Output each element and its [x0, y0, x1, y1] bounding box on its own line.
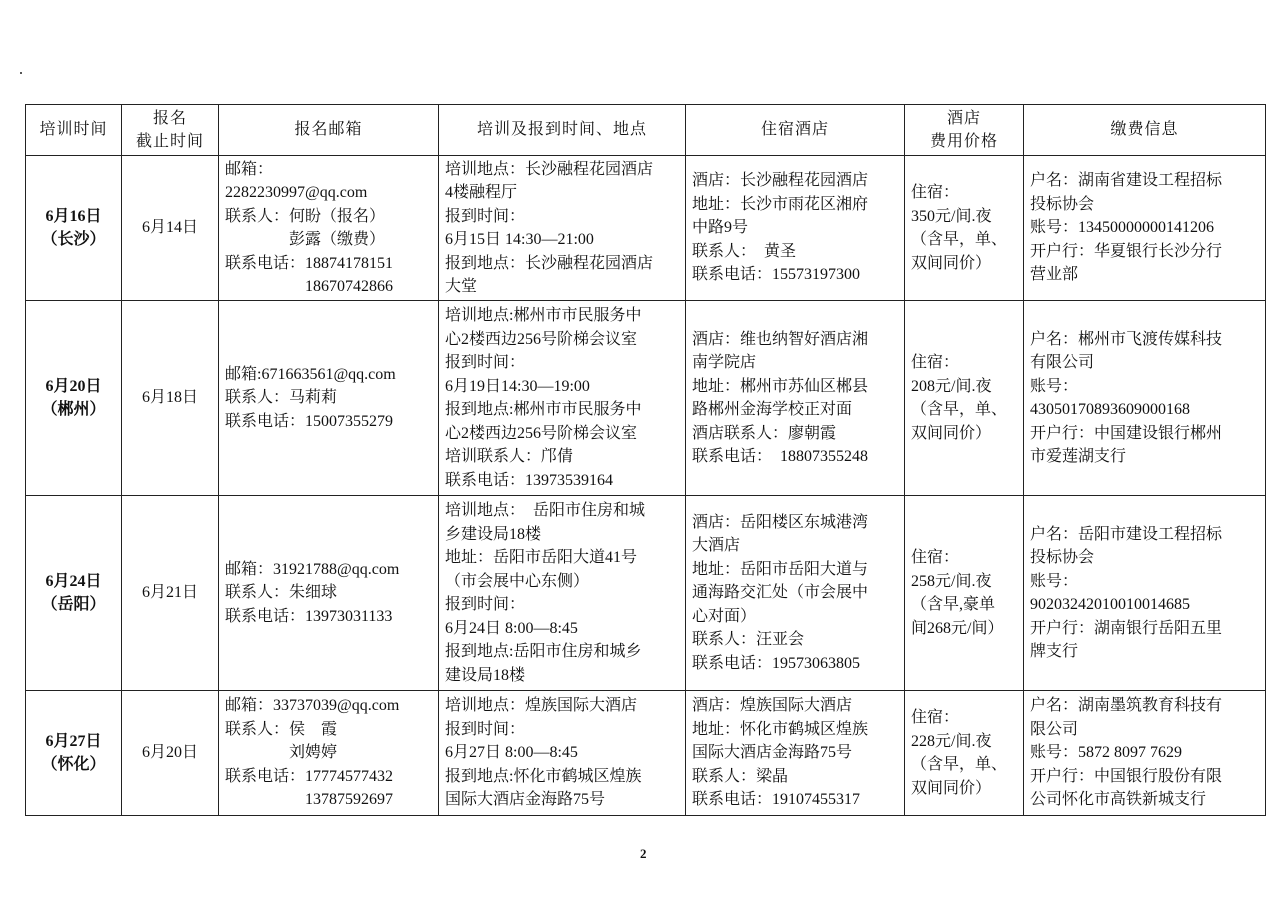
cell-line: 2282230997@qq.com — [225, 184, 368, 201]
cell-line: 208元/间.夜 — [911, 377, 992, 395]
cell-line: 报到时间： — [445, 354, 526, 371]
cell-line: 心2楼西边256号阶梯会议室 — [445, 330, 638, 348]
cell-line: 联系电话：17774577432 — [225, 767, 394, 785]
cell-line: （怀化） — [41, 756, 106, 773]
cell-line: 账号： — [1030, 572, 1079, 590]
cell-line: 大酒店 — [692, 537, 741, 555]
cell-line: 联系人：梁晶 — [692, 767, 789, 785]
cell-line: 邮箱：31921788@qq.com — [225, 560, 400, 578]
cell-line: 6月24日 — [45, 572, 102, 590]
cell-line: 350元/间.夜 — [911, 207, 992, 225]
cell-line: （长沙） — [41, 231, 106, 248]
cell-line: 培训地点：煌族国际大酒店 — [445, 697, 638, 715]
cell-line: 彭露（缴费） — [225, 231, 386, 248]
cell-training-place — [439, 691, 686, 816]
cell-line: 6月20日 — [45, 377, 102, 395]
cell-line: 联系电话：19573063805 — [692, 654, 861, 672]
cell-line: 建设局18楼 — [445, 666, 526, 684]
cell-line: 邮箱:671663561@qq.com — [225, 365, 396, 383]
header-price — [905, 105, 1024, 156]
cell-line: 投标协会 — [1030, 195, 1095, 213]
header-deadline — [122, 105, 219, 156]
cell-deadline — [122, 496, 219, 691]
cell-line: 账号： — [1030, 377, 1079, 395]
cell-line: 报到时间： — [445, 207, 526, 225]
cell-line: （含早,豪单 — [911, 596, 996, 613]
cell-line: 联系电话：13973031133 — [225, 607, 393, 625]
cell-line: 通海路交汇处（市会展中 — [692, 584, 869, 602]
cell-line: 联系电话： 18807355248 — [692, 448, 869, 465]
cell-line: 户名：湖南墨筑教育科技有 — [1030, 697, 1223, 715]
cell-line: 地址：郴州市苏仙区郴县 — [692, 377, 869, 395]
cell-line: 账号：13450000000141206 — [1030, 219, 1215, 237]
cell-line: 心对面） — [692, 607, 757, 625]
cell-line: 培训地点： 岳阳市住房和城 — [445, 502, 646, 519]
cell-deadline — [122, 301, 219, 496]
cell-line: 市爱莲湖支行 — [1030, 448, 1127, 465]
cell-line: 6月21日 — [141, 584, 198, 602]
cell-line: 酒店：维也纳智好酒店湘 — [692, 330, 869, 348]
cell-line: 6月16日 — [45, 207, 102, 225]
cell-line: 限公司 — [1030, 720, 1079, 738]
cell-line: 户名：岳阳市建设工程招标 — [1030, 525, 1223, 543]
cell-training-place — [439, 156, 686, 301]
cell-line: 联系人：侯 霞 — [225, 720, 338, 738]
cell-line: 联系人：何盼（报名） — [225, 207, 386, 225]
cell-line: 6月27日 8:00—8:45 — [445, 744, 578, 762]
cell-hotel — [686, 301, 905, 496]
cell-line: 6月18日 — [141, 389, 198, 407]
cell-hotel — [686, 691, 905, 816]
cell-line: 有限公司 — [1030, 354, 1095, 371]
cell-email — [219, 496, 439, 691]
cell-hotel — [686, 156, 905, 301]
cell-line: 酒店：煌族国际大酒店 — [692, 697, 853, 715]
cell-line: 住宿： — [911, 354, 960, 371]
cell-line: 联系人：马莉莉 — [225, 389, 338, 407]
cell-price — [905, 691, 1024, 816]
cell-line: （含早，单、 — [911, 231, 1008, 248]
cell-line: 6月20日 — [141, 744, 198, 762]
cell-training-place — [439, 301, 686, 496]
cell-line: 培训地点:郴州市市民服务中 — [445, 307, 642, 324]
cell-line: 开户行：华夏银行长沙分行 — [1030, 242, 1223, 260]
cell-line: 联系人：朱细球 — [225, 584, 338, 602]
header-training-date: 培训时间 — [26, 105, 122, 156]
cell-line: 90203242010010014685 — [1030, 596, 1190, 613]
header-email: 报名邮箱 — [219, 105, 439, 156]
cell-line: 营业部 — [1030, 266, 1079, 284]
cell-line: 4楼融程厅 — [445, 184, 518, 201]
cell-line: 6月19日14:30—19:00 — [445, 377, 590, 395]
page-number: 2 — [640, 846, 647, 861]
cell-training-date — [26, 156, 122, 301]
cell-line: 地址：岳阳市岳阳大道与 — [692, 560, 869, 578]
cell-line: 6月27日 — [45, 732, 102, 750]
cell-line: 国际大酒店金海路75号 — [445, 791, 606, 809]
cell-line: 开户行：中国银行股份有限 — [1030, 767, 1223, 785]
table-row — [26, 301, 1266, 496]
cell-training-place — [439, 496, 686, 691]
table-row — [26, 691, 1266, 816]
cell-line: 开户行：湖南银行岳阳五里 — [1030, 619, 1223, 637]
header-line: 费用价格 — [929, 133, 998, 150]
cell-line: 报到地点：长沙融程花园酒店 — [445, 254, 654, 272]
cell-payment — [1024, 156, 1266, 301]
cell-line: 乡建设局18楼 — [445, 525, 542, 543]
cell-price — [905, 156, 1024, 301]
cell-line: 户名：郴州市飞渡传媒科技 — [1030, 330, 1223, 348]
table-header-row — [26, 105, 1266, 156]
cell-email — [219, 691, 439, 816]
cell-line: 心2楼西边256号阶梯会议室 — [445, 424, 638, 442]
table-row — [26, 156, 1266, 301]
cell-line: 投标协会 — [1030, 549, 1095, 566]
cell-line: （含早，单、 — [911, 756, 1008, 773]
cell-line: 住宿： — [911, 549, 960, 566]
cell-line: 13787592697 — [225, 791, 394, 809]
cell-line: 6月14日 — [141, 219, 198, 237]
header-line: 截止时间 — [135, 133, 204, 150]
cell-line: （含早，单、 — [911, 401, 1008, 418]
cell-line: 中路9号 — [692, 219, 749, 237]
cell-line: 地址：怀化市鹤城区煌族 — [692, 720, 869, 738]
cell-price — [905, 301, 1024, 496]
cell-line: 培训地点：长沙融程花园酒店 — [445, 160, 654, 178]
cell-line: 酒店联系人：廖朝霞 — [692, 424, 837, 442]
cell-line: 联系电话：18874178151 — [225, 254, 394, 272]
cell-line: 路郴州金海学校正对面 — [692, 401, 853, 418]
cell-line: 地址：长沙市雨花区湘府 — [692, 195, 869, 213]
cell-email — [219, 156, 439, 301]
cell-price — [905, 496, 1024, 691]
cell-hotel — [686, 496, 905, 691]
cell-line: 户名：湖南省建设工程招标 — [1030, 172, 1223, 190]
cell-line: （郴州） — [41, 401, 106, 418]
cell-line: 联系电话：15007355279 — [225, 412, 394, 430]
cell-line: 牌支行 — [1030, 643, 1079, 660]
cell-line: 联系电话：15573197300 — [692, 266, 861, 284]
cell-line: 43050170893609000168 — [1030, 401, 1190, 418]
table-body — [26, 156, 1266, 816]
header-hotel: 住宿酒店 — [686, 105, 905, 156]
header-line: 酒店 — [946, 109, 981, 127]
cell-line: 6月15日 14:30—21:00 — [445, 231, 594, 248]
cell-training-date — [26, 691, 122, 816]
cell-line: 国际大酒店金海路75号 — [692, 744, 853, 762]
cell-line: 酒店：长沙融程花园酒店 — [692, 172, 869, 190]
cell-line: 酒店：岳阳楼区东城港湾 — [692, 513, 869, 531]
cell-line: 报到地点:岳阳市住房和城乡 — [445, 643, 642, 660]
cell-line: 住宿： — [911, 184, 960, 201]
cell-payment — [1024, 691, 1266, 816]
cell-line: 联系电话：19107455317 — [692, 791, 861, 809]
header-line: 报名 — [152, 109, 187, 127]
cell-line: 228元/间.夜 — [911, 732, 992, 750]
scan-speck — [20, 72, 22, 74]
cell-line: 联系人：汪亚会 — [692, 631, 805, 649]
cell-line: 18670742866 — [225, 278, 394, 295]
cell-line: 邮箱： — [225, 160, 274, 178]
cell-line: 开户行：中国建设银行郴州 — [1030, 424, 1223, 442]
cell-email — [219, 301, 439, 496]
cell-line: （市会展中心东侧） — [445, 572, 590, 590]
cell-line: 报到地点:怀化市鹤城区煌族 — [445, 767, 642, 785]
cell-payment — [1024, 496, 1266, 691]
cell-training-date — [26, 496, 122, 691]
cell-line: 邮箱：33737039@qq.com — [225, 697, 400, 715]
cell-line: （岳阳） — [41, 596, 106, 613]
header-training-place: 培训及报到时间、地点 — [439, 105, 686, 156]
cell-deadline — [122, 156, 219, 301]
cell-line: 6月24日 8:00—8:45 — [445, 619, 578, 637]
cell-line: 账号：5872 8097 7629 — [1030, 744, 1183, 762]
cell-payment — [1024, 301, 1266, 496]
cell-line: 报到时间： — [445, 720, 526, 738]
cell-line: 258元/间.夜 — [911, 572, 992, 590]
cell-line: 双间同价） — [911, 424, 992, 442]
header-payment: 缴费信息 — [1024, 105, 1266, 156]
cell-line: 南学院店 — [692, 354, 757, 371]
cell-line: 大堂 — [445, 278, 478, 295]
cell-line: 联系电话：13973539164 — [445, 471, 614, 489]
cell-line: 报到时间： — [445, 596, 526, 613]
cell-line: 住宿： — [911, 709, 960, 726]
cell-line: 地址：岳阳市岳阳大道41号 — [445, 549, 638, 566]
cell-line: 培训联系人：邝倩 — [445, 448, 574, 465]
cell-line: 双间同价） — [911, 779, 992, 797]
cell-deadline — [122, 691, 219, 816]
training-schedule-table — [25, 104, 1266, 816]
cell-training-date — [26, 301, 122, 496]
cell-line: 间268元/间） — [911, 619, 1004, 637]
cell-line: 联系人： 黄圣 — [692, 242, 797, 260]
cell-line: 报到地点:郴州市市民服务中 — [445, 401, 642, 418]
cell-line: 刘娉婷 — [225, 744, 338, 762]
cell-line: 双间同价） — [911, 254, 992, 272]
cell-line: 公司怀化市高铁新城支行 — [1030, 791, 1207, 809]
table-row — [26, 496, 1266, 691]
